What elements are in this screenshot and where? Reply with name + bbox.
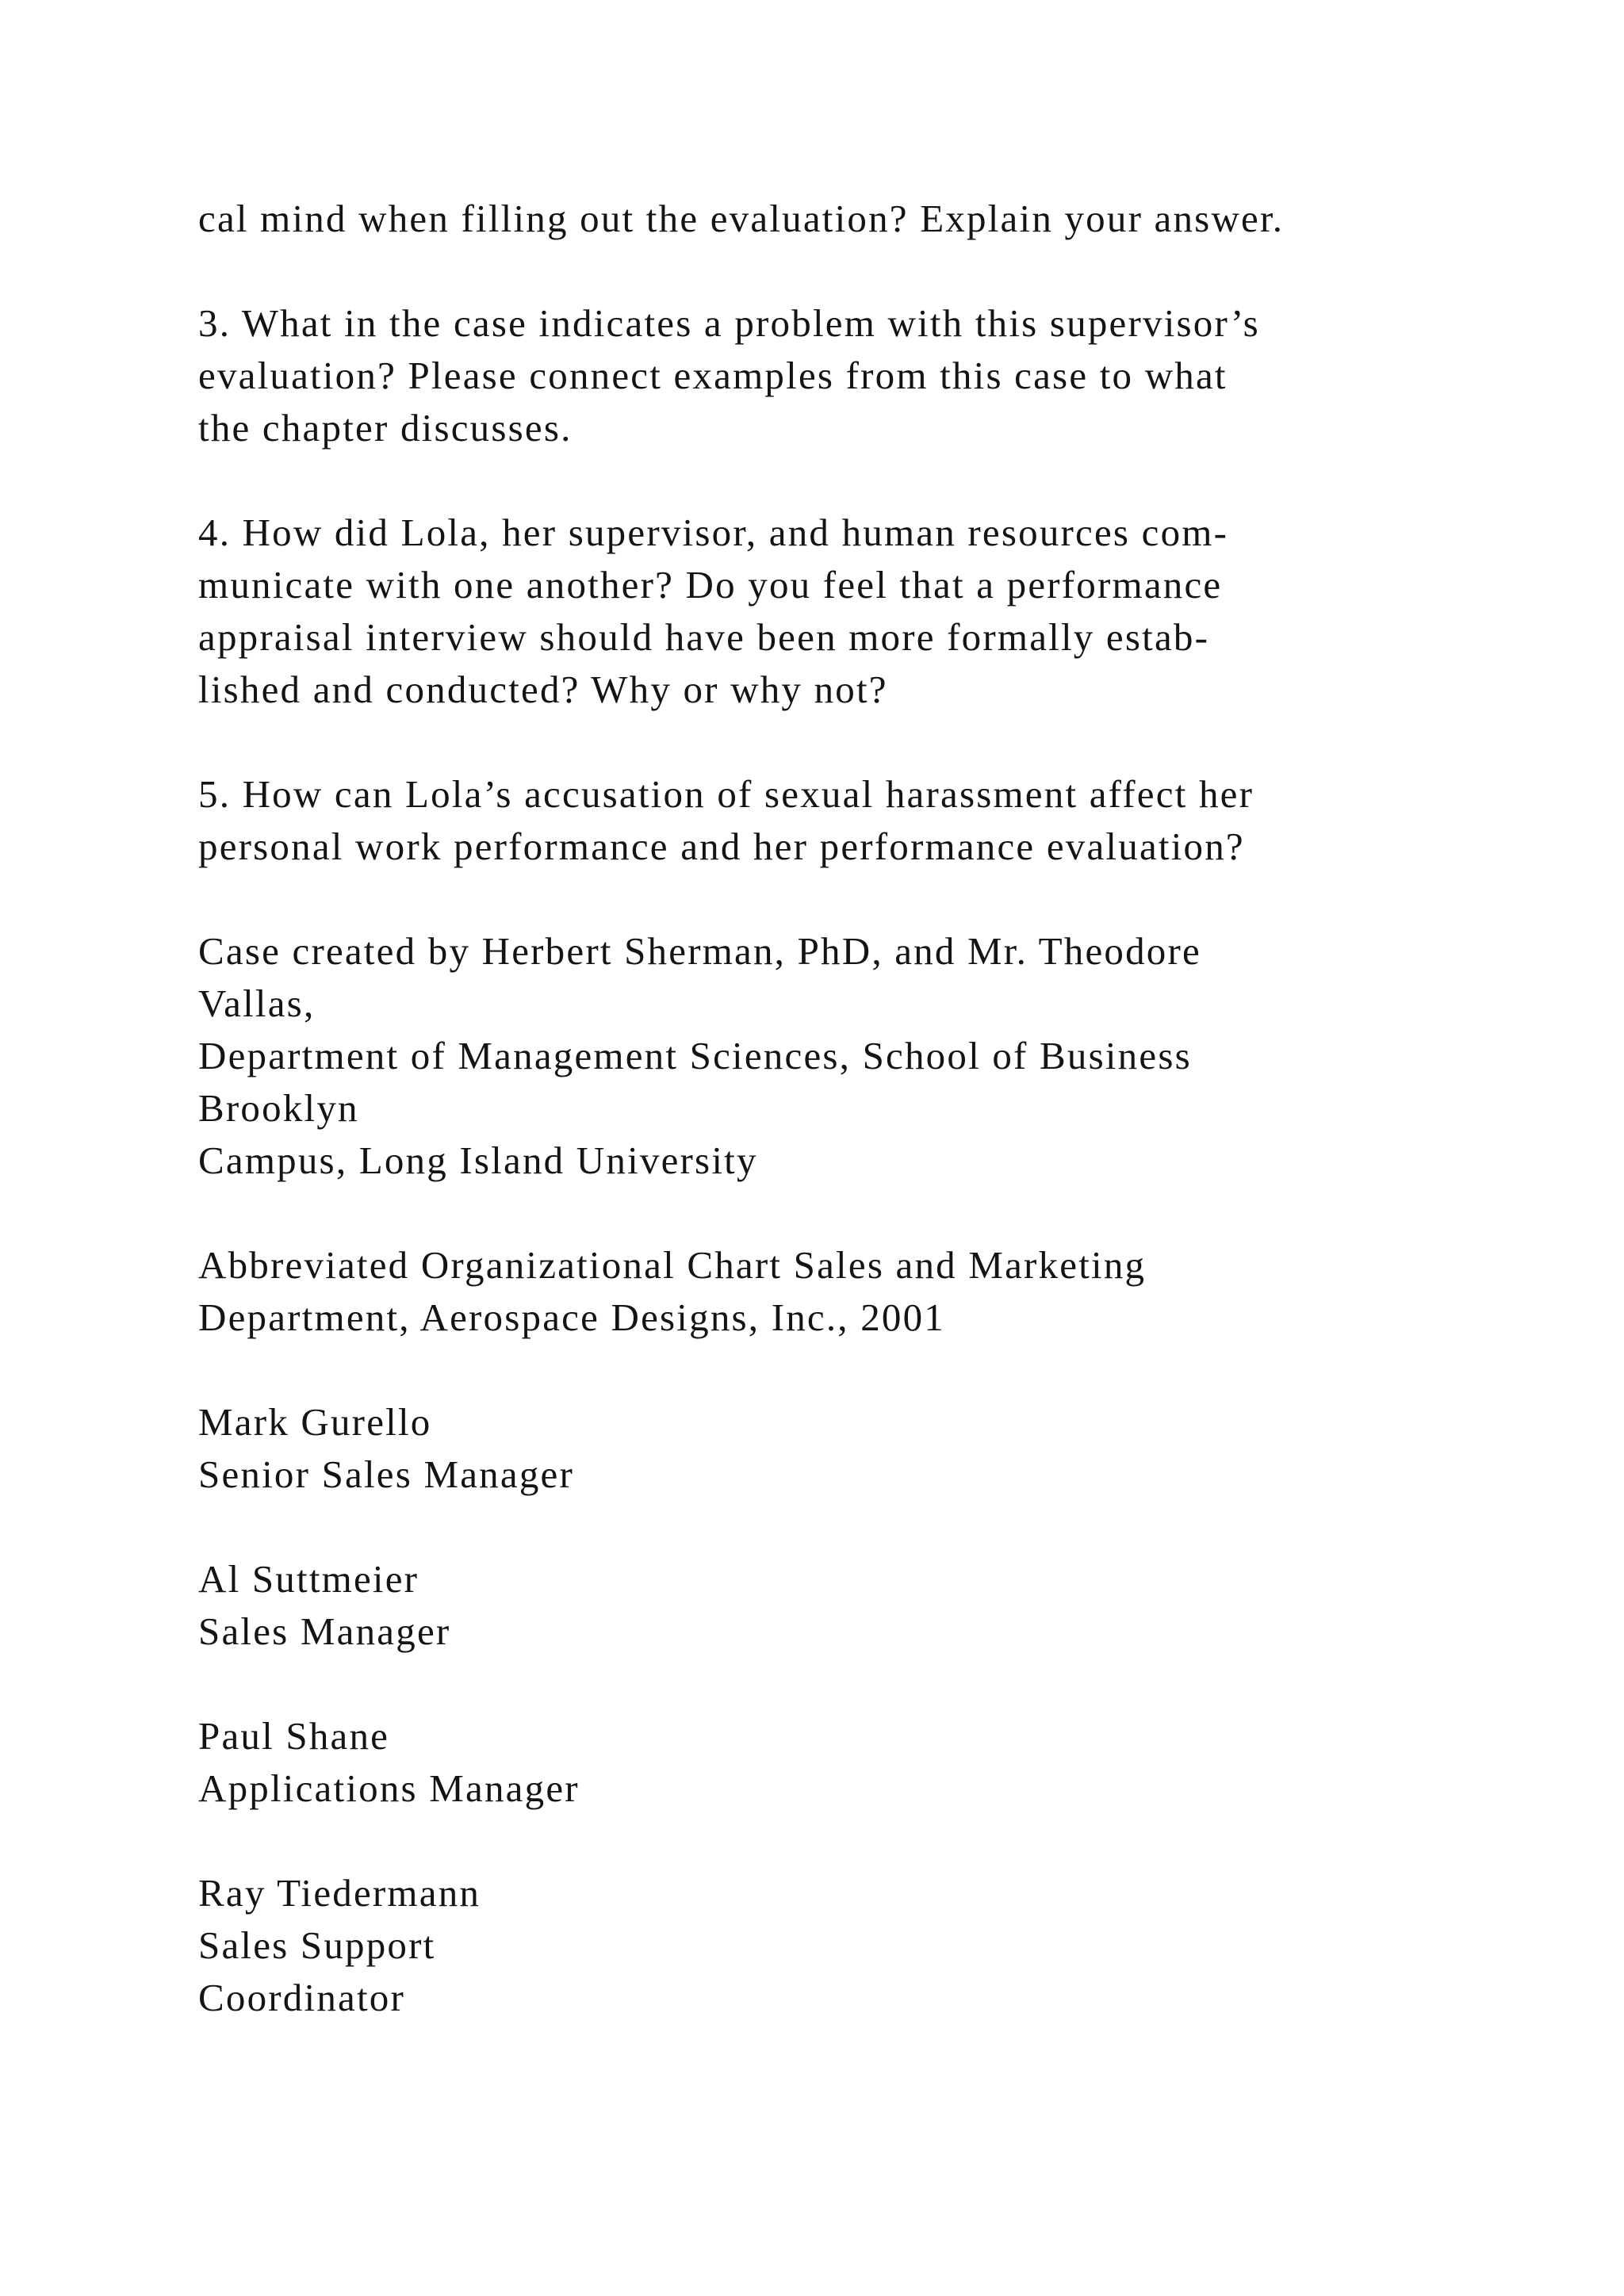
question-4 [198,507,1507,716]
question-3 [198,297,1507,454]
text-line: appraisal interview should have been more formally estab- [198,615,1210,659]
text-line: the chapter discusses. [198,406,573,450]
person-title: Senior Sales Manager [198,1452,574,1496]
person-title: Sales Manager [198,1609,451,1653]
text-line: Abbreviated Organizational Chart Sales and Marketing [198,1243,1147,1287]
org-entry-paul-shane [198,1710,1507,1815]
text-line: personal work performance and her performance evaluation? [198,825,1245,868]
paragraph-gap [198,1187,1507,1239]
text-line: 5. How can Lola’s accusation of sexual harassment affect her [198,772,1254,816]
text-line: Campus, Long Island University [198,1138,758,1182]
case-credit [198,925,1507,1187]
person-title: Sales Support [198,1923,436,1967]
text-line: Brooklyn [198,1086,359,1130]
question-2-continued [198,193,1507,245]
person-title: Applications Manager [198,1766,580,1810]
text-line: Case created by Herbert Sherman, PhD, and Mr. Theodore [198,929,1201,973]
org-entry-al-suttmeier [198,1553,1507,1658]
person-title: Coordinator [198,1976,405,2019]
paragraph-gap [198,1501,1507,1553]
org-chart-title [198,1239,1507,1344]
person-name: Paul Shane [198,1714,390,1758]
paragraph-gap [198,1815,1507,1867]
text-line: 4. How did Lola, her supervisor, and human resources com- [198,511,1229,554]
text-line: lished and conducted? Why or why not? [198,668,888,711]
org-entry-mark-gurello [198,1396,1507,1501]
paragraph-gap [198,1658,1507,1710]
question-5 [198,768,1507,873]
document-body [198,193,1507,2024]
text-line: Department of Management Sciences, School of Business [198,1034,1192,1077]
person-name: Ray Tiedermann [198,1871,481,1915]
text-line: Department, Aerospace Designs, Inc., 2001 [198,1295,946,1339]
text-line: cal mind when filling out the evaluation? Explain your answer. [198,197,1285,240]
text-line: Vallas, [198,982,316,1025]
text-line: 3. What in the case indicates a problem with this supervisor’s [198,301,1260,345]
text-line: municate with one another? Do you feel that a performance [198,563,1223,607]
text-line: evaluation? Please connect examples from this case to what [198,354,1228,397]
person-name: Al Suttmeier [198,1557,419,1601]
paragraph-gap [198,454,1507,507]
paragraph-gap [198,245,1507,297]
paragraph-gap [198,716,1507,768]
person-name: Mark Gurello [198,1400,432,1444]
paragraph-gap [198,873,1507,925]
paragraph-gap [198,1344,1507,1396]
org-entry-ray-tiedermann [198,1867,1507,2024]
